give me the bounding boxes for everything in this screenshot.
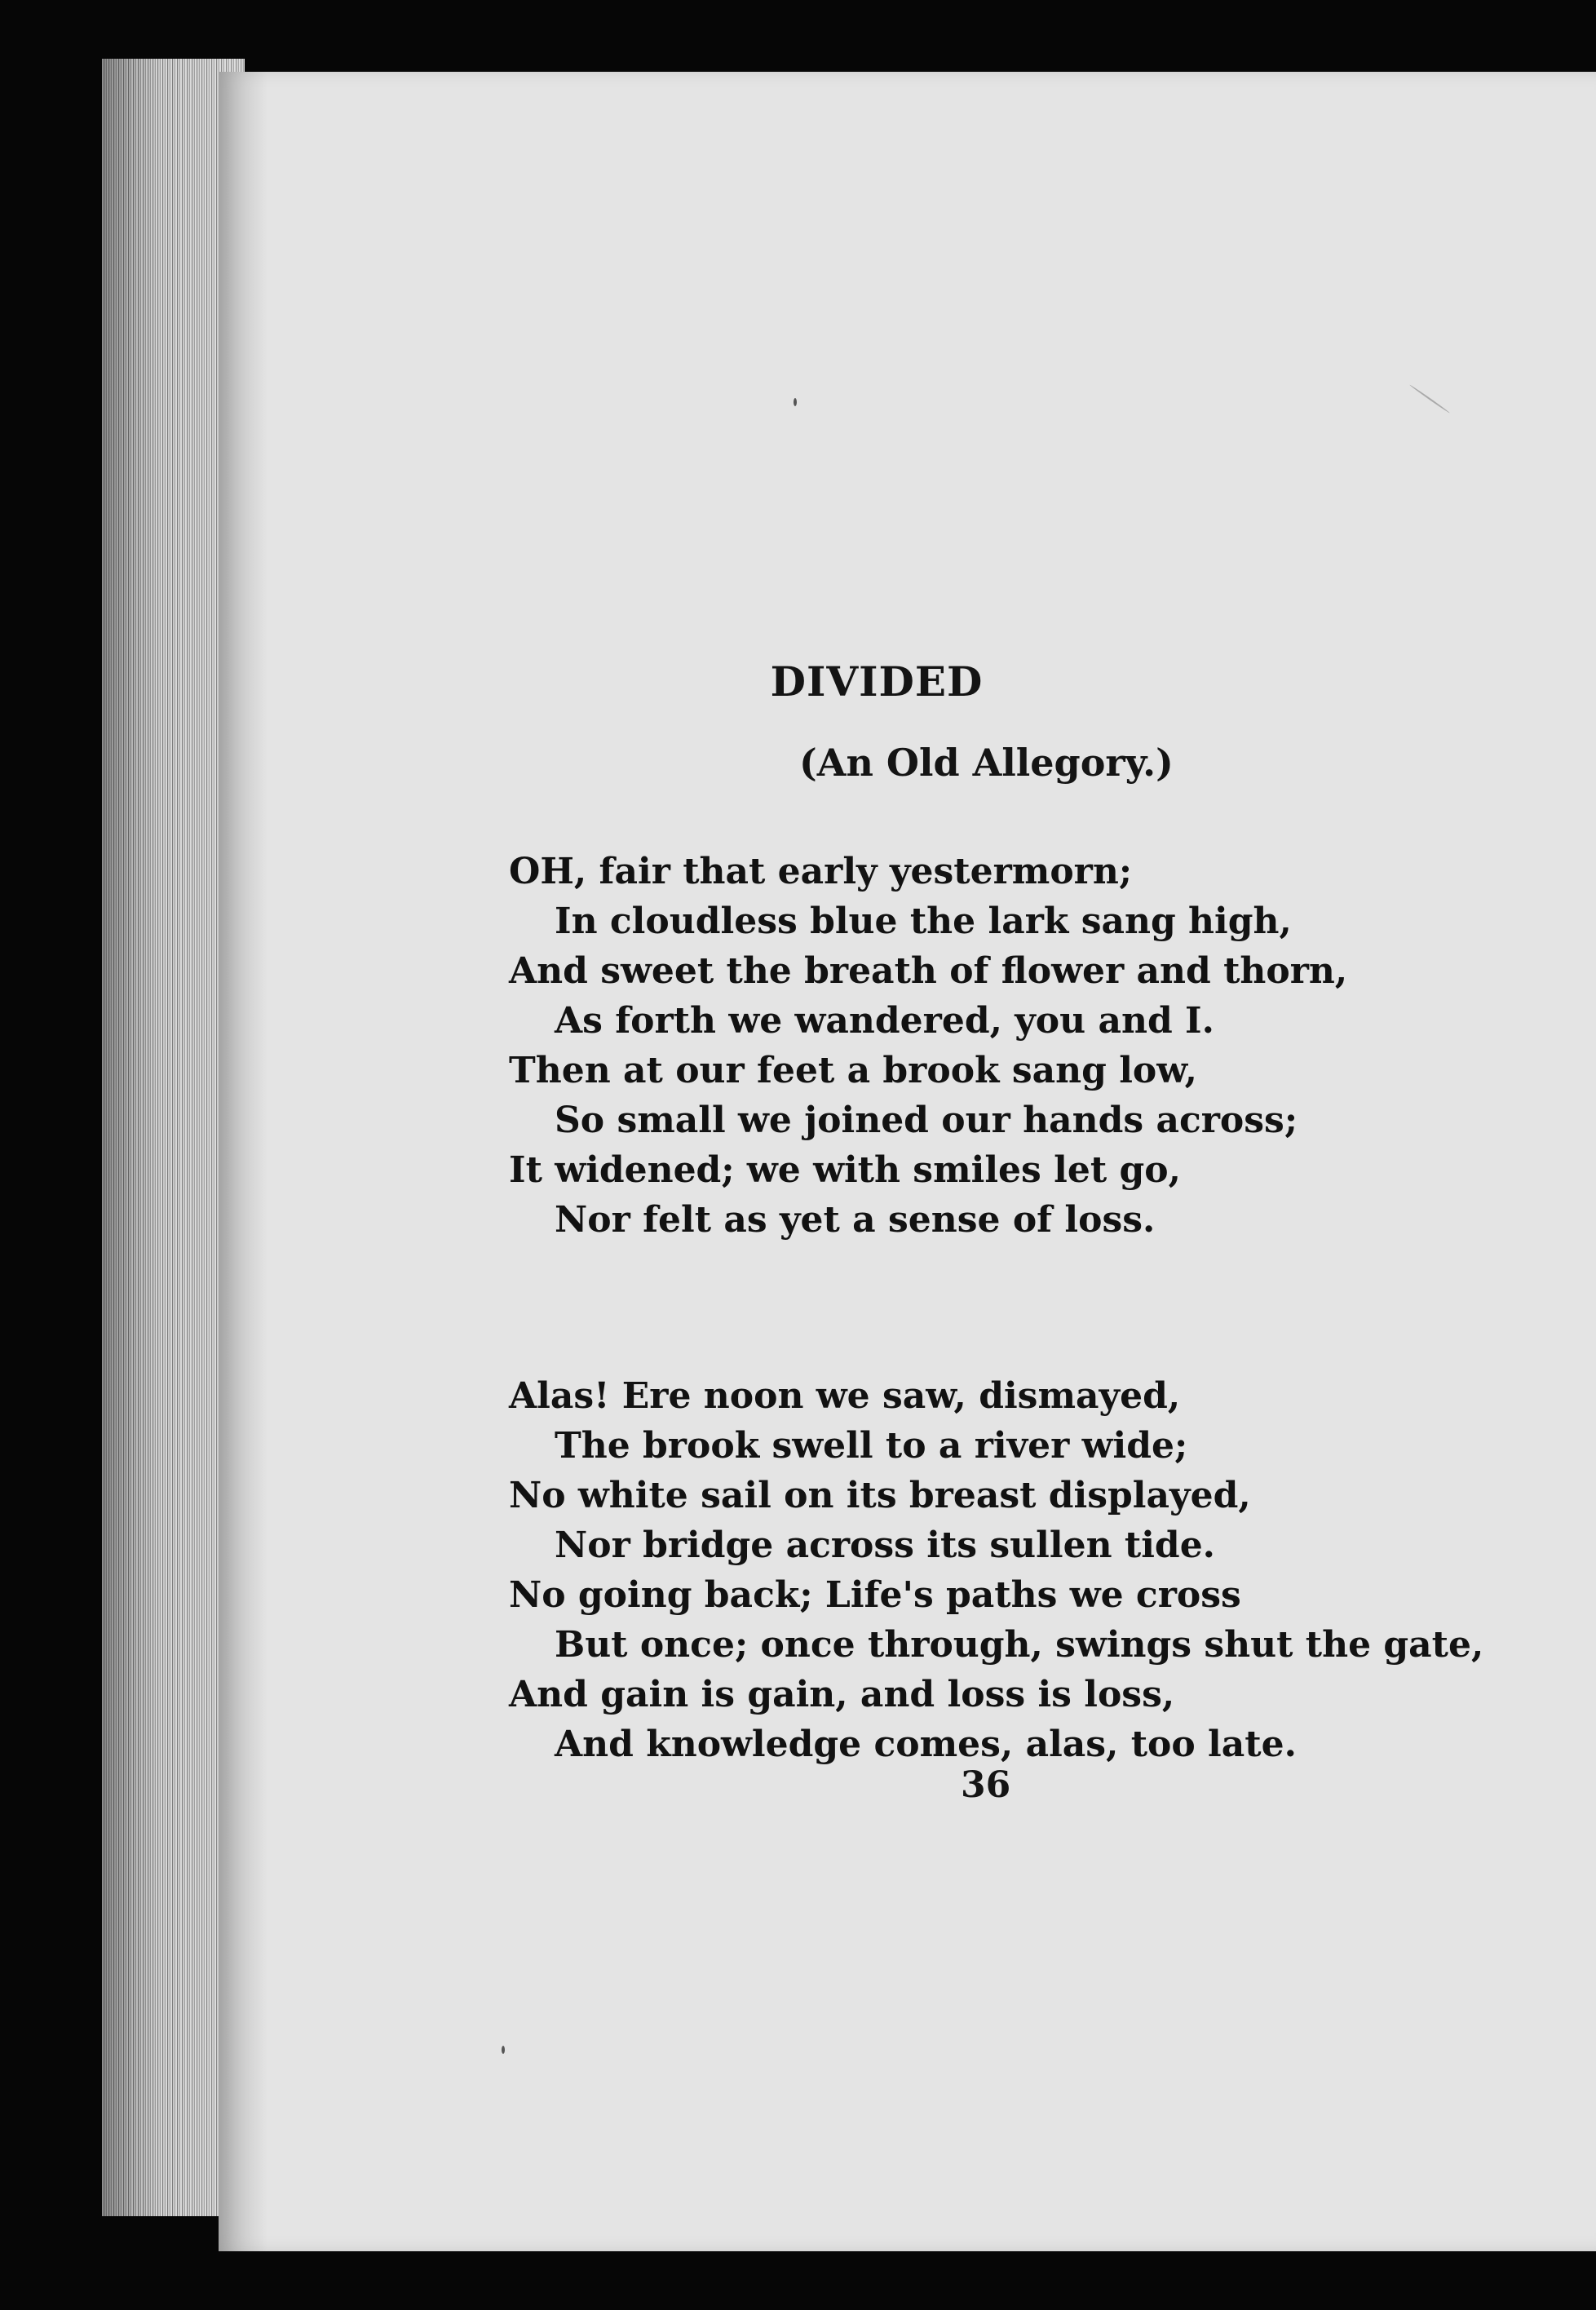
poem-line: And knowledge comes, alas, too late. (555, 1724, 1297, 1765)
stanza-1 (509, 847, 1347, 1245)
poem-line: So small we joined our hands across; (555, 1100, 1298, 1141)
poem-line: No white sail on its breast displayed, (509, 1475, 1251, 1516)
poem-line: And sweet the breath of flower and thorn, (509, 950, 1348, 992)
stanza-2 (509, 1371, 1483, 1769)
poem-line: OH, fair that early yestermorn; (509, 851, 1133, 892)
poem-line: Then at our feet a brook sang low, (509, 1050, 1197, 1091)
page-gutter-shadow (219, 72, 267, 2251)
poem-line: As forth we wandered, you and I. (555, 1000, 1214, 1042)
poem-subtitle: (An Old Allegory.) (799, 741, 1174, 785)
poem-line: Alas! Ere noon we saw, dismayed, (509, 1375, 1181, 1417)
poem-line: And gain is gain, and loss is loss, (509, 1674, 1175, 1715)
poem-title: DIVIDED (770, 657, 984, 706)
page-number: 36 (961, 1764, 1011, 1806)
poem-line: No going back; Life's paths we cross (509, 1574, 1241, 1616)
poem-line: Nor felt as yet a sense of loss. (555, 1199, 1156, 1241)
poem-line: But once; once through, swings shut the gate, (555, 1624, 1484, 1666)
poem-line: Nor bridge across its sullen tide. (555, 1525, 1216, 1566)
paper-speck (502, 2046, 505, 2054)
poem-line: In cloudless blue the lark sang high, (555, 901, 1292, 942)
book-page (219, 72, 1596, 2251)
paper-speck (794, 398, 797, 406)
paper-speck (1409, 384, 1450, 414)
poem-line: The brook swell to a river wide; (555, 1425, 1188, 1467)
poem-line: It widened; we with smiles let go, (509, 1149, 1181, 1191)
